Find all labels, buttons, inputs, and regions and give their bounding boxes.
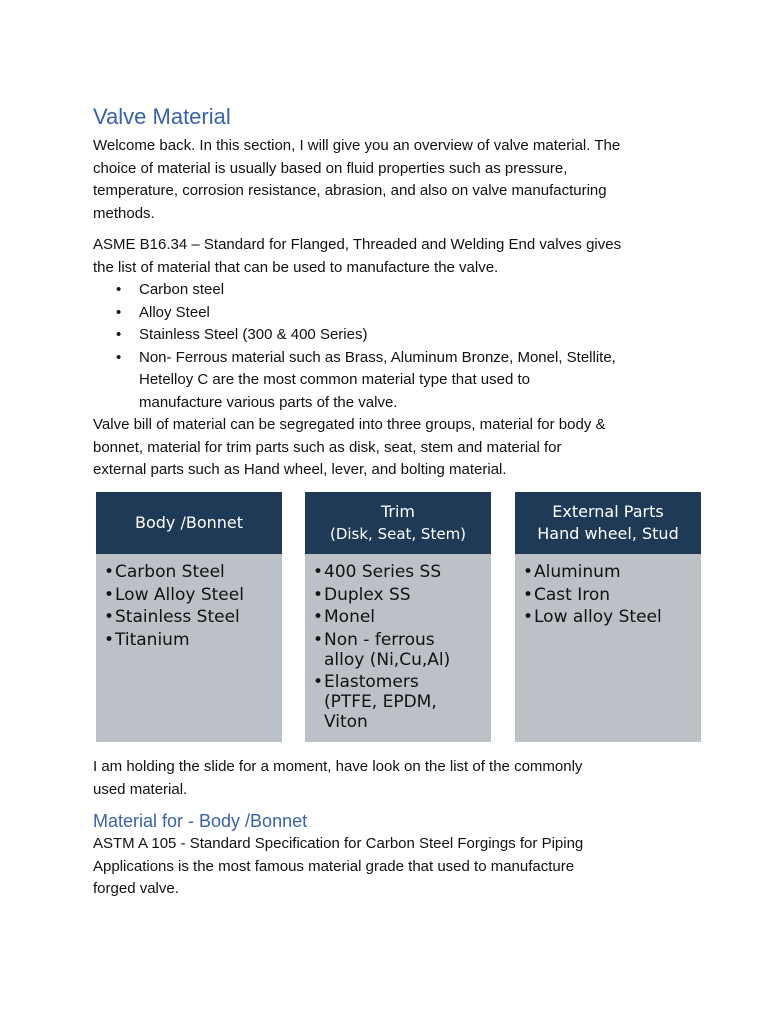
list-item [104, 607, 282, 627]
list-item-text: Viton [324, 712, 368, 732]
box-list [305, 562, 491, 732]
list-item [104, 630, 282, 650]
list-item-text: manufacture various parts of the valve. [139, 393, 398, 411]
text-line: I am holding the slide for a moment, have look on the list of the commonly [93, 758, 583, 775]
text-line: Applications is the most famous material grade that used to manufacture [93, 857, 575, 875]
astm-paragraph [93, 833, 693, 901]
bullet-icon: • [313, 562, 324, 582]
bullet-icon: • [116, 303, 122, 321]
list-item-text: Stainless Steel [115, 607, 240, 627]
bullet-icon: • [313, 672, 324, 692]
bullet-icon: • [116, 281, 122, 298]
list-item [523, 562, 701, 582]
list-item-text: Elastomers [324, 672, 419, 692]
text-line: Welcome back. In this section, I will give you an overview of valve material. The [93, 137, 621, 154]
list-item-text: Cast Iron [534, 584, 611, 605]
box-header-title: Trim [380, 502, 416, 521]
text-line: forged valve. [93, 880, 179, 897]
document-body [93, 103, 693, 482]
list-item-text: Low alloy Steel [534, 607, 662, 627]
list-item-text: (PTFE, EPDM, [324, 692, 437, 712]
list-item [313, 585, 491, 605]
bullet-icon: • [104, 607, 115, 627]
bullet-icon: • [523, 607, 534, 627]
box-header-title: External Parts [552, 502, 664, 521]
text-line: used material. [93, 780, 188, 798]
list-item [523, 607, 701, 627]
box-header [96, 492, 282, 554]
list-item [104, 562, 282, 582]
text-line: ASTM A 105 - Standard Specification for Carbon Steel Forgings for Piping [93, 835, 584, 852]
list-item-text: Carbon steel [139, 281, 225, 298]
list-item-text: 400 Series SS [324, 562, 442, 582]
list-item [116, 347, 693, 415]
text-line: the list of material that can be used to manufacture the valve. [93, 258, 499, 276]
list-item-text: Stainless Steel (300 & 400 Series) [139, 326, 368, 343]
list-item [313, 562, 491, 582]
list-item-text: Non- Ferrous material such as Brass, Aluminum Bronze, Monel, Stellite, [139, 348, 616, 366]
box-header-title: Body /Bonnet [134, 513, 244, 532]
bullet-icon: • [116, 348, 122, 366]
box-list [96, 562, 282, 650]
list-item [313, 630, 491, 670]
bullet-icon: • [104, 629, 115, 650]
bullet-icon: • [523, 584, 534, 605]
body-bonnet-box [96, 492, 282, 742]
text-line: methods. [93, 204, 155, 222]
list-item-text: Hetelloy C are the most common material type that used to [139, 371, 531, 388]
text-line: bonnet, material for trim parts such as disk, seat, stem and material for [93, 438, 562, 456]
text-line: choice of material is usually based on fluid properties such as pressure, [93, 159, 568, 177]
list-item-text: Titanium [115, 629, 190, 650]
text-line: external parts such as Hand wheel, lever, and bolting material. [93, 461, 507, 478]
list-item-text: Non - ferrous [324, 629, 435, 650]
bullet-icon: • [116, 326, 122, 343]
trim-box [305, 492, 491, 742]
external-parts-box [515, 492, 701, 742]
document-body-continued [93, 756, 693, 901]
list-item [116, 324, 693, 347]
box-list [515, 562, 701, 627]
bullet-icon: • [104, 584, 115, 605]
intro-paragraph [93, 135, 693, 225]
bom-paragraph [93, 414, 693, 482]
bullet-icon: • [313, 584, 324, 605]
holding-paragraph [93, 756, 693, 801]
list-item [104, 585, 282, 605]
bullet-icon: • [313, 607, 324, 627]
bullet-icon: • [313, 629, 324, 650]
list-item-text: Low Alloy Steel [115, 584, 244, 605]
bullet-icon: • [523, 562, 534, 582]
box-header [515, 492, 701, 554]
material-groups-graphic [96, 492, 702, 742]
list-item-text: Duplex SS [324, 584, 411, 605]
list-item-text: Alloy Steel [139, 303, 210, 321]
text-line: Valve bill of material can be segregated into three groups, material for body & [93, 416, 606, 433]
page-title: Valve Material [93, 104, 231, 129]
bullet-icon: • [104, 562, 115, 582]
box-header [305, 492, 491, 554]
list-item [313, 672, 491, 732]
list-item [116, 279, 693, 302]
list-item-text: alloy (Ni,Cu,Al) [324, 649, 451, 670]
material-list [93, 279, 693, 414]
list-item [523, 585, 701, 605]
section-heading: Material for - Body /Bonnet [93, 811, 308, 831]
text-line: temperature, corrosion resistance, abrasion, and also on valve manufacturing [93, 182, 607, 199]
list-item [313, 607, 491, 627]
asme-paragraph [93, 234, 693, 279]
list-item [116, 302, 693, 325]
box-header-subtitle: Hand wheel, Stud [537, 524, 679, 543]
box-header-subtitle: (Disk, Seat, Stem) [329, 525, 467, 543]
text-line: ASME B16.34 – Standard for Flanged, Threaded and Welding End valves gives [93, 236, 622, 253]
list-item-text: Carbon Steel [115, 562, 225, 582]
list-item-text: Aluminum [534, 562, 621, 582]
list-item-text: Monel [324, 607, 376, 627]
